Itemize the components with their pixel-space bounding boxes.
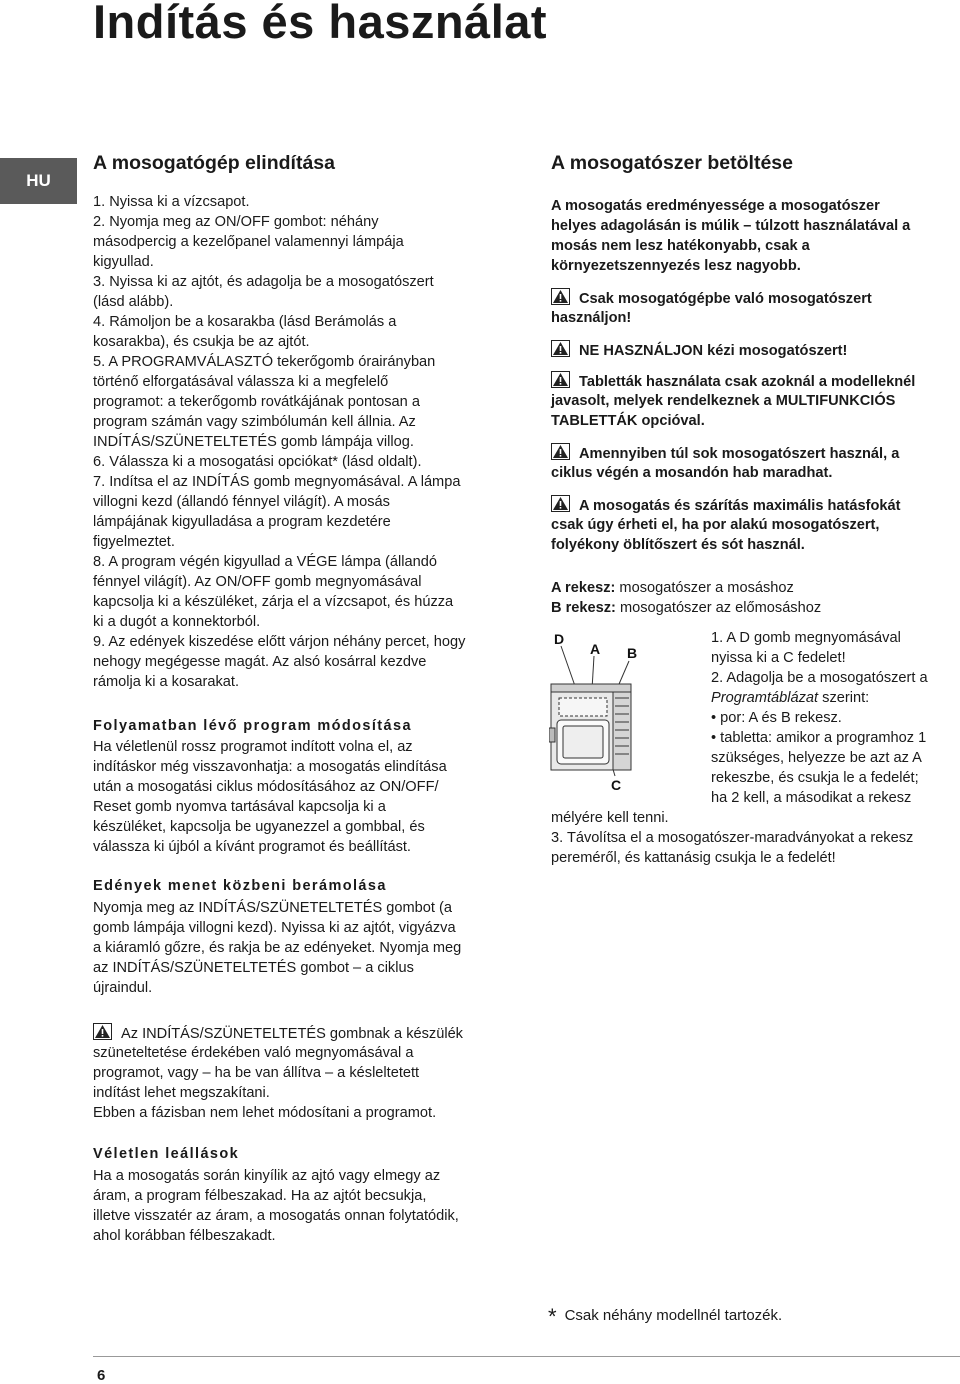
pause-warning-line (93, 1043, 413, 1063)
warning-3-line (551, 371, 915, 391)
footnote (548, 1304, 782, 1330)
detergent-heading: A mosogatószer betöltése (551, 152, 793, 174)
add-dishes-text: gomb lámpája villogni kezd). Nyissa ki az ajtót, vigyázva (93, 920, 456, 936)
start-text: rámolja ki a kosarakat. (93, 674, 239, 690)
start-line (93, 632, 465, 652)
add-dishes-text: az INDÍTÁS/SZÜNETELTETÉS gombot – a ciklus (93, 960, 414, 976)
warning-3-text: javasolt, melyek rendelkeznek a MULTIFUNKCIÓS (551, 393, 896, 409)
start-line (93, 432, 414, 452)
add-dishes-heading: Edények menet közbeni berámolása (93, 878, 387, 894)
dispenser-step-text: • por: A és B rekesz. (711, 710, 842, 726)
dispenser-step-line (551, 828, 913, 848)
start-line (93, 452, 422, 472)
start-text: programot: a tekerőgomb rovátkájának pontosan a (93, 394, 420, 410)
compartment-b-line (551, 598, 821, 618)
warning-1-line (551, 308, 631, 328)
dispenser-step-line (711, 668, 928, 688)
start-line (93, 392, 420, 412)
program-table-ref: Programtáblázat (711, 690, 819, 706)
dispenser-step-line (551, 808, 669, 828)
start-line (93, 572, 422, 592)
warning-3-line (551, 391, 895, 411)
add-dishes-text: újraindul. (93, 980, 153, 996)
dispenser-step-line (711, 688, 869, 708)
warning-5-line (551, 495, 900, 515)
start-text: 4. Rámoljon be a kosarakba (lásd Berámolás a (93, 314, 397, 330)
pause-warning-text: programot, vagy – ha be van állítva – a késleltetett (93, 1065, 420, 1081)
intro-text: mosás nem lesz hatékonyabb, csak a (551, 238, 810, 254)
start-text: kapcsolja ki a készüléket, zárja el a vízcsapot, és húzza (93, 594, 454, 610)
dispenser-step-line (551, 848, 836, 868)
pause-warning-text: Ebben a fázisban nem lehet módosítani a programot. (93, 1105, 437, 1121)
dispenser-step-text: rekeszbe, és csukja le a fedelét; (711, 770, 919, 786)
start-text: nehogy megégesse magát. Az alsó kosárral kezdve (93, 654, 427, 670)
add-dishes-line (93, 918, 456, 938)
start-line (93, 672, 239, 692)
start-line (93, 212, 379, 232)
dispenser-step-line (711, 748, 922, 768)
intro-text: helyes adagolásán is múlik – túlzott használatával a (551, 218, 911, 234)
page-number: 6 (97, 1367, 106, 1384)
footnote-text: Csak néhány modellnél tartozék. (564, 1307, 783, 1324)
warning-icon (551, 443, 570, 460)
warning-4-line (551, 443, 899, 463)
warning-1-text: Csak mosogatógépbe való mosogatószert (579, 291, 872, 307)
pause-warning-text: indítást lehet megszakítani. (93, 1085, 270, 1101)
start-text: 5. A PROGRAMVÁLASZTÓ tekerőgomb órairányban (93, 354, 436, 370)
pause-warning-line (93, 1063, 419, 1083)
start-text: ki a dugót a konnektorból. (93, 614, 261, 630)
start-line (93, 652, 426, 672)
dispenser-step-text: ha 2 kell, a másodikat a rekesz (711, 790, 912, 806)
pause-warning-line (93, 1083, 270, 1103)
warning-5-text: csak úgy érheti el, ha por alakú mosogatószert, (551, 517, 880, 533)
add-dishes-line (93, 898, 452, 918)
intro-line (551, 256, 801, 276)
pause-warning-text: Az INDÍTÁS/SZÜNETELTETÉS gombnak a készülék (121, 1026, 463, 1042)
start-text: 2. Nyomja meg az ON/OFF gombot: néhány (93, 214, 379, 230)
warning-1-text: használjon! (551, 310, 632, 326)
dispenser-step-text: 1. A D gomb megnyomásával (711, 630, 901, 646)
modify-line (93, 777, 439, 797)
compartment-a-line (551, 578, 794, 598)
dispenser-step-text: nyissa ki a C fedelet! (711, 650, 846, 666)
detergent-dispenser-diagram (549, 628, 707, 796)
start-line (93, 472, 460, 492)
compartment-a-label: A rekesz: (551, 580, 616, 596)
warning-icon (93, 1023, 112, 1040)
start-text: (lásd alább). (93, 294, 174, 310)
interrupt-text: ahol korábban félbeszakadt. (93, 1228, 276, 1244)
start-line (93, 192, 250, 212)
modify-line (93, 757, 447, 777)
intro-line (551, 196, 880, 216)
start-text: villogni kezd (állandó fénnyel világít). A mosás (93, 494, 390, 510)
start-text: másodpercig a kezelőpanel valamennyi lámpája (93, 234, 404, 250)
modify-line (93, 837, 411, 857)
diagram-label-b: B (627, 645, 638, 661)
warning-5-text: A mosogatás és szárítás maximális hatásfokát (579, 498, 901, 514)
start-text: 9. Az edények kiszedése előtt várjon néhány percet, hogy (93, 634, 466, 650)
interrupt-heading: Véletlen leállások (93, 1146, 240, 1162)
page-title: Indítás és használat (93, 0, 548, 48)
warning-5-line (551, 515, 879, 535)
start-text: 6. Válassza ki a mosogatási opciókat* (lásd oldalt). (93, 454, 422, 470)
intro-text: környezetszennyezés lesz nagyobb. (551, 258, 801, 274)
dispenser-step-text: 2. Adagolja be a mosogatószert a (711, 670, 928, 686)
warning-icon (551, 340, 570, 357)
start-line (93, 532, 175, 552)
warning-3-text: TABLETTÁK opcióval. (551, 413, 705, 429)
start-line (93, 492, 390, 512)
add-dishes-line (93, 938, 461, 958)
pause-warning-text: szüneteltetése érdekében való megnyomásával a (93, 1045, 414, 1061)
start-text: kosarakba), és csukja be az ajtót. (93, 334, 310, 350)
dispenser-step-line (711, 648, 846, 668)
compartment-b-text: mosogatószer az előmosáshoz (619, 600, 822, 616)
start-text: fénnyel világít). Az ON/OFF gomb megnyomásával (93, 574, 422, 590)
modify-text: válassza ki újból a kívánt programot és beállítást. (93, 839, 411, 855)
dispenser-step-text: 3. Távolítsa el a mosogatószer-maradványokat a rekesz (551, 830, 914, 846)
start-line (93, 552, 437, 572)
warning-5-text: folyékony öblítőszert és sót használ. (551, 537, 805, 553)
warning-4-line (551, 463, 832, 483)
start-line (93, 292, 173, 312)
start-line (93, 612, 260, 632)
modify-text: Ha véletlenül rossz programot indított volna el, az (93, 739, 413, 755)
dispenser-step-line (711, 728, 926, 748)
compartment-a-text: mosogatószer a mosáshoz (619, 580, 794, 596)
warning-4-text: Amennyiben túl sok mosogatószert használ, a (579, 446, 900, 462)
add-dishes-line (93, 958, 414, 978)
modify-line (93, 817, 425, 837)
dispenser-step-line (711, 628, 901, 648)
warning-4-text: ciklus végén a mosandón hab maradhat. (551, 465, 833, 481)
warning-icon (551, 371, 570, 388)
warning-1-line (551, 288, 872, 308)
warning-2-line (551, 340, 847, 360)
diagram-label-a: A (590, 641, 601, 657)
dispenser-step-line (711, 768, 919, 788)
dispenser-step-text: szerint: (822, 690, 870, 706)
start-text: 3. Nyissa ki az ajtót, és adagolja be a mosogatószert (93, 274, 434, 290)
footnote-star: * (548, 1304, 557, 1329)
modify-text: indításkor még visszavonhatja: a mosogatás elindítása (93, 759, 447, 775)
start-text: program számán vagy szimbólumán kell állnia. Az (93, 414, 416, 430)
add-dishes-text: a kiáramló gőzre, és rakja be az edényeket. Nyomja meg (93, 940, 462, 956)
intro-line (551, 236, 810, 256)
compartment-b-label: B rekesz: (551, 600, 616, 616)
start-text: lámpájának kigyulladása a program kezdetére (93, 514, 391, 530)
dispenser-step-line (711, 788, 911, 808)
start-text: 7. Indítsa el az INDÍTÁS gomb megnyomásával. A lámpa (93, 474, 461, 490)
warning-icon (551, 495, 570, 512)
pause-warning-line (93, 1023, 463, 1043)
modify-heading: Folyamatban lévő program módosítása (93, 718, 412, 734)
start-line (93, 332, 310, 352)
interrupt-text: áram, a program félbeszakad. Ha az ajtót becsukja, (93, 1188, 427, 1204)
dispenser-step-text: pereméről, és kattanásig csukja le a fedelét! (551, 850, 836, 866)
modify-text: Reset gomb nyomva tartásával kapcsolja ki a (93, 799, 386, 815)
start-line (93, 232, 404, 252)
dispenser-step-text: mélyére kell tenni. (551, 810, 669, 826)
modify-text: után a mosogatási ciklus módosításához az ON/OFF/ (93, 779, 439, 795)
modify-line (93, 737, 413, 757)
interrupt-line (93, 1166, 440, 1186)
modify-line (93, 797, 386, 817)
warning-5-line (551, 535, 805, 555)
warning-3-line (551, 411, 705, 431)
intro-line (551, 216, 910, 236)
footer-rule (93, 1356, 960, 1357)
warning-3-text: Tabletták használata csak azoknál a modelleknél (579, 374, 916, 390)
start-line (93, 372, 388, 392)
start-line (93, 272, 434, 292)
start-text: 1. Nyissa ki a vízcsapot. (93, 194, 250, 210)
interrupt-line (93, 1206, 459, 1226)
start-line (93, 592, 453, 612)
start-text: 8. A program végén kigyullad a VÉGE lámpa (állandó (93, 554, 437, 570)
start-line (93, 252, 154, 272)
modify-text: készüléket, kapcsolja be ugyanezzel a gombbal, és (93, 819, 425, 835)
start-line (93, 512, 391, 532)
dispenser-step-text: szükséges, helyezze be azt az A (711, 750, 922, 766)
intro-text: A mosogatás eredményessége a mosogatószer (551, 198, 880, 214)
start-line (93, 412, 416, 432)
start-text: kigyullad. (93, 254, 154, 270)
interrupt-text: Ha a mosogatás során kinyílik az ajtó vagy elmegy az (93, 1168, 441, 1184)
start-heading: A mosogatógép elindítása (93, 152, 335, 174)
interrupt-line (93, 1186, 426, 1206)
add-dishes-line (93, 978, 152, 998)
start-text: INDÍTÁS/SZÜNETELTETÉS gomb lámpája villog. (93, 434, 414, 450)
start-text: történő elforgatásával válassza ki a megfelelő (93, 374, 389, 390)
start-line (93, 352, 435, 372)
start-text: figyelmeztet. (93, 534, 175, 550)
diagram-label-d: D (554, 631, 565, 647)
interrupt-line (93, 1226, 276, 1246)
language-tab: HU (0, 158, 77, 204)
warning-2-text: NE HASZNÁLJON kézi mosogatószert! (579, 343, 848, 359)
dispenser-step-text: • tabletta: amikor a programhoz 1 (711, 730, 927, 746)
pause-warning-line (93, 1103, 436, 1123)
start-line (93, 312, 396, 332)
add-dishes-text: Nyomja meg az INDÍTÁS/SZÜNETELTETÉS gombot (a (93, 900, 452, 916)
interrupt-text: illetve visszatér az áram, a mosogatás onnan folytatódik, (93, 1208, 459, 1224)
dispenser-step-line (711, 708, 842, 728)
diagram-label-c: C (611, 777, 622, 793)
warning-icon (551, 288, 570, 305)
